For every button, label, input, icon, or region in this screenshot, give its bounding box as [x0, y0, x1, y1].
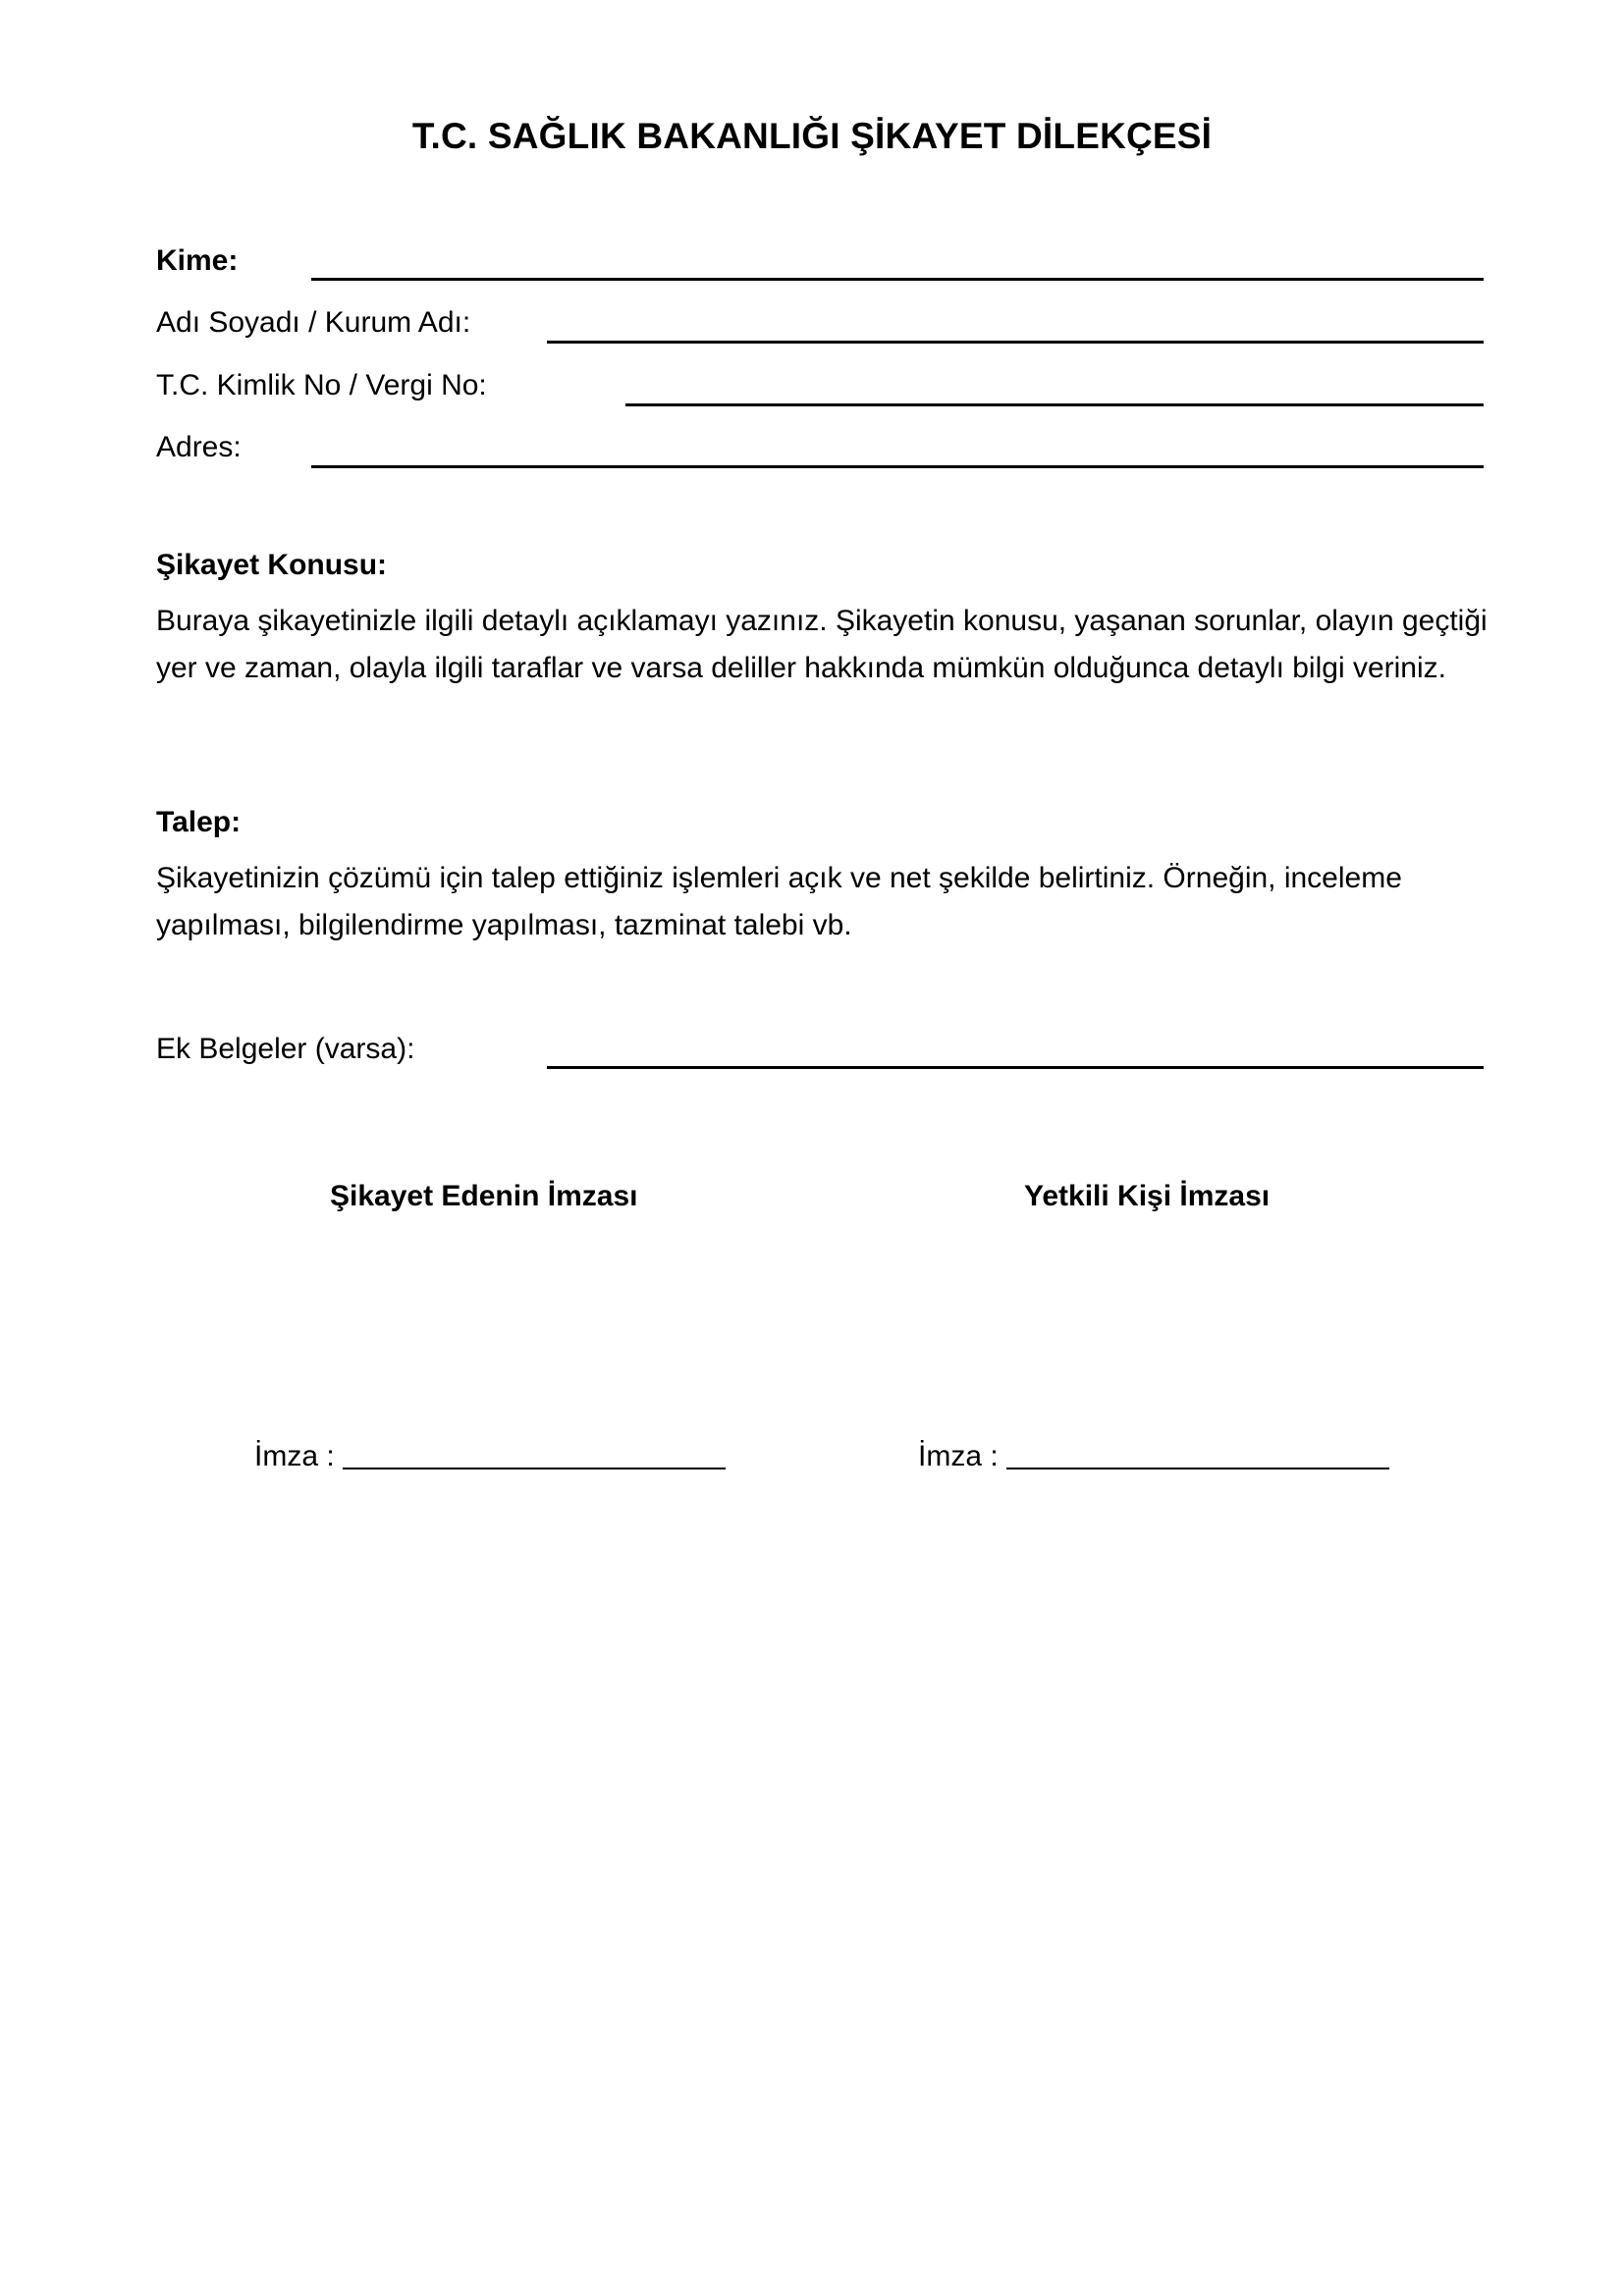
request-text: Şikayetinizin çözümü için talep ettiğiniz işlemleri açık ve net şekilde belirtiniz. Örneğin, inceleme yapılması, bilgilendirme yapılması, tazminat talebi vb.	[156, 862, 1402, 941]
name-field-line[interactable]	[547, 341, 1484, 344]
tc-id-field-line[interactable]	[625, 403, 1484, 406]
authorized-signature-heading: Yetkili Kişi İmzası	[1024, 1180, 1271, 1212]
complainant-signature-heading: Şikayet Edenin İmzası	[330, 1180, 638, 1212]
address-label: Adres:	[156, 431, 242, 463]
authorized-signature-line[interactable]	[918, 1440, 1389, 1473]
complainant-signature-blank[interactable]	[343, 1468, 726, 1469]
authorized-signature-blank[interactable]	[1006, 1468, 1389, 1469]
name-label: Adı Soyadı / Kurum Adı:	[156, 306, 471, 339]
kime-label: Kime:	[156, 244, 239, 277]
complainant-signature-line[interactable]	[254, 1440, 726, 1473]
attachments-label: Ek Belgeler (varsa):	[156, 1033, 415, 1065]
tc-id-label: T.C. Kimlik No / Vergi No:	[156, 369, 487, 401]
kime-field-line[interactable]	[311, 278, 1484, 281]
complainant-signature-label: İmza :	[254, 1440, 335, 1472]
authorized-signature-label: İmza :	[918, 1440, 999, 1472]
request-heading: Talep:	[156, 806, 242, 838]
document-title: T.C. SAĞLIK BAKANLIĞI ŞİKAYET DİLEKÇESİ	[411, 116, 1213, 156]
attachments-field-line[interactable]	[547, 1066, 1484, 1069]
address-field-line[interactable]	[311, 465, 1484, 468]
complaint-text: Buraya şikayetinizle ilgili detaylı açıklamayı yazınız. Şikayetin konusu, yaşanan sorunlar, olayın geçtiği yer ve zaman, olayla ilgili taraflar ve varsa deliller hakkında mümkün olduğunca detaylı bilgi veriniz.	[156, 605, 1488, 684]
complaint-heading: Şikayet Konusu:	[156, 549, 388, 581]
